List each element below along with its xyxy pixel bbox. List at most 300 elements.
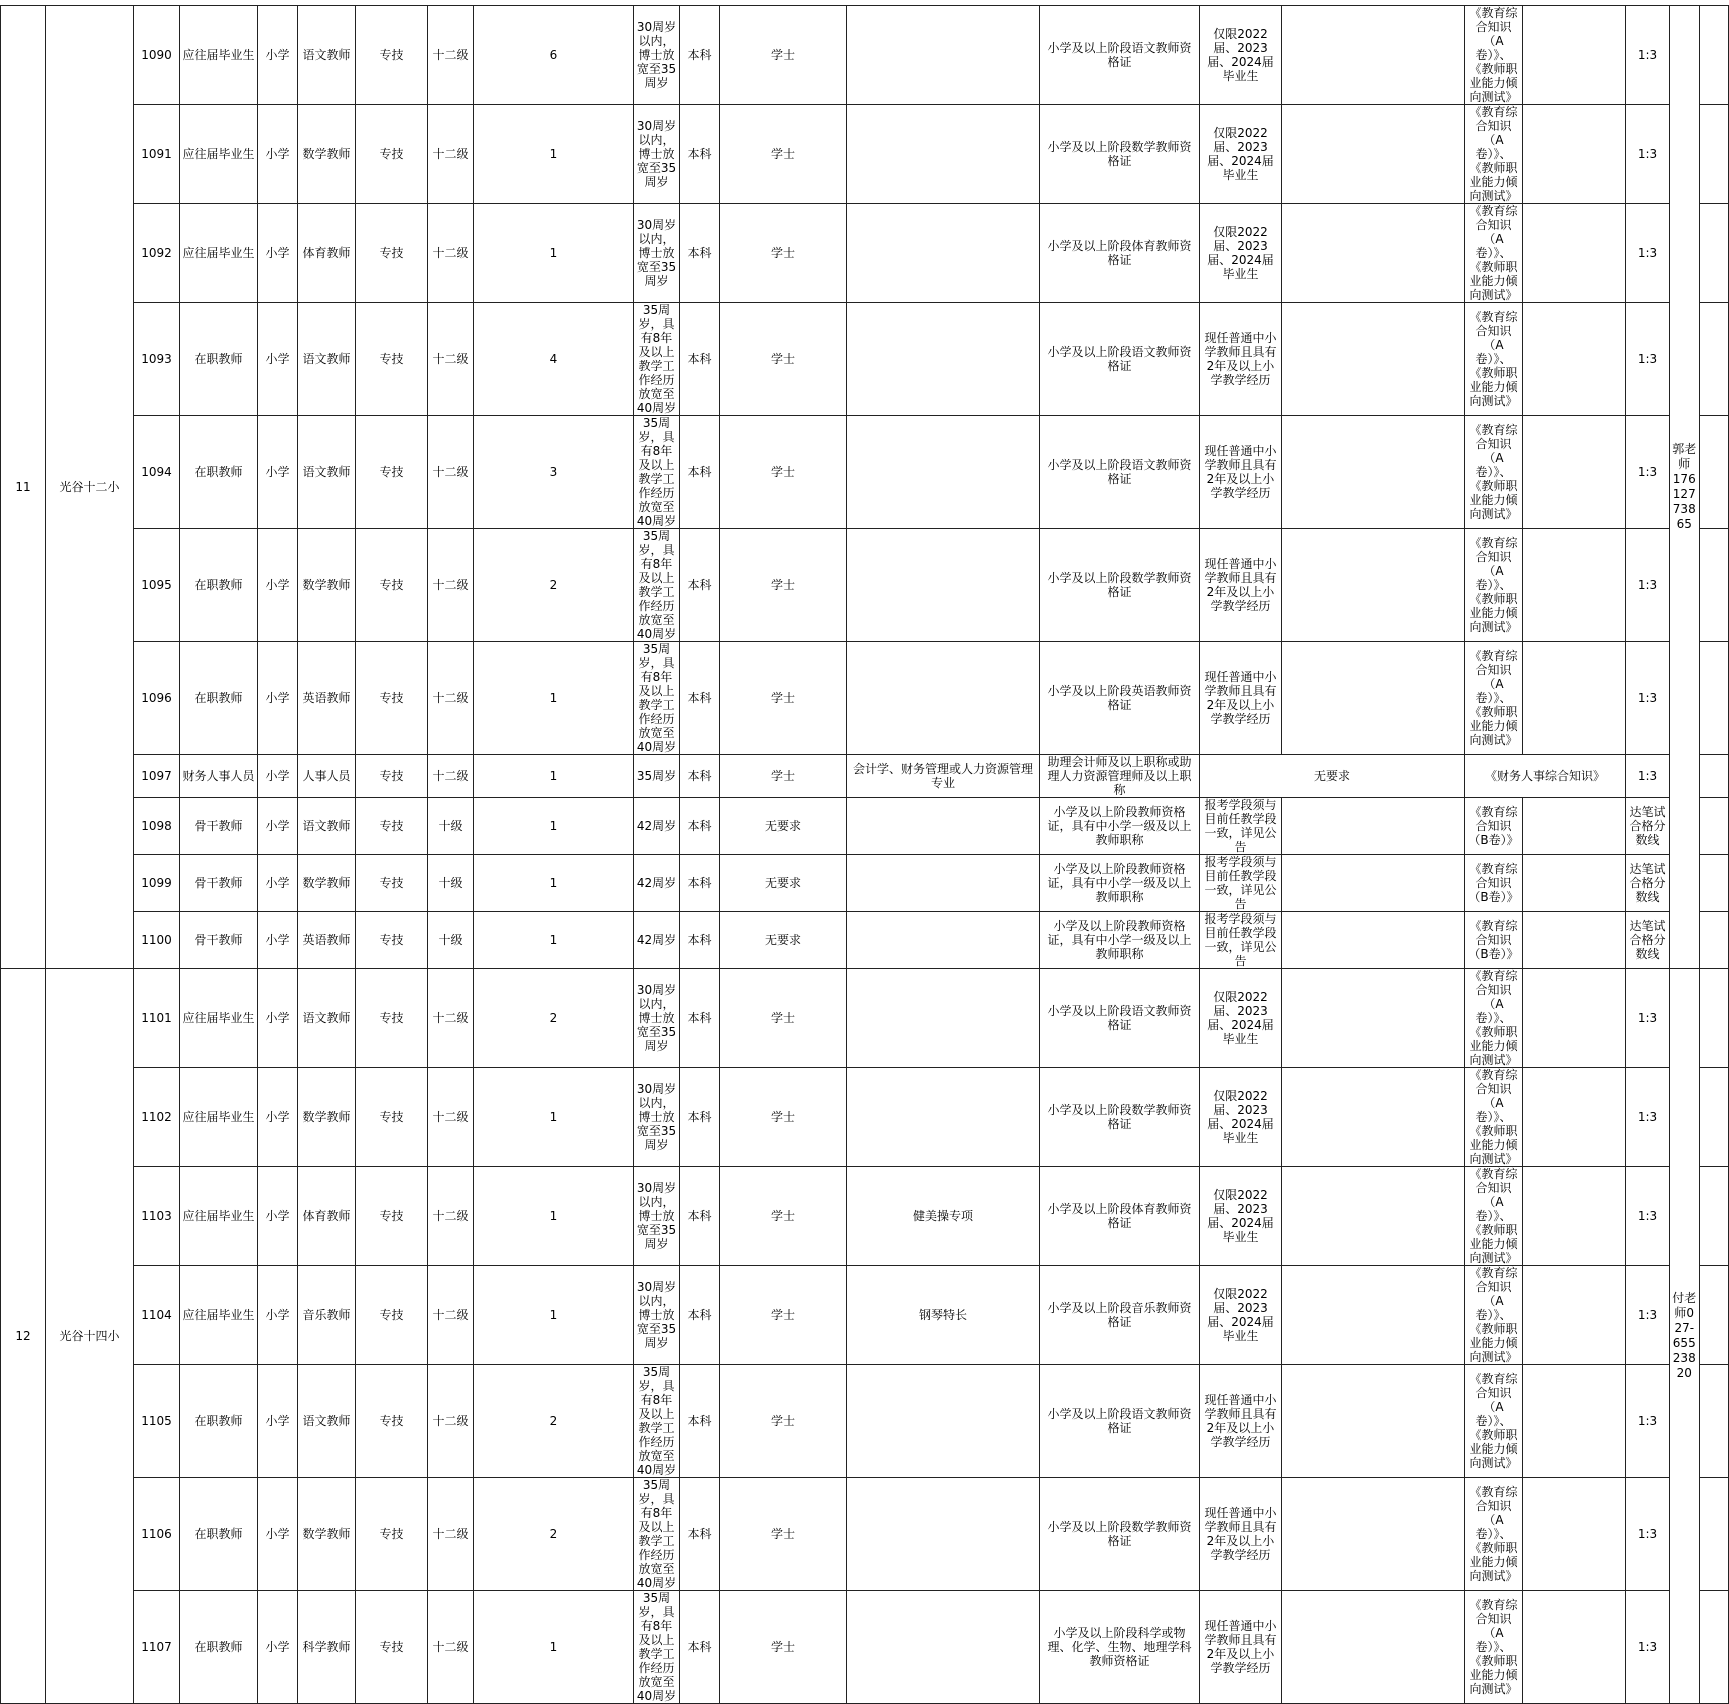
post-name-cell: 语文教师 (298, 969, 356, 1068)
post-code-cell: 1094 (134, 416, 180, 529)
blank-cell (1282, 1167, 1465, 1266)
certificate-cell: 小学及以上阶段音乐教师资格证 (1040, 1266, 1200, 1365)
blank-cell (1523, 529, 1626, 642)
degree-cell: 学士 (720, 6, 847, 105)
headcount-cell: 3 (474, 416, 634, 529)
headcount-cell: 1 (474, 204, 634, 303)
blank-cell (1282, 642, 1465, 755)
school-level-cell: 小学 (258, 303, 298, 416)
post-name-cell: 数学教师 (298, 529, 356, 642)
education-cell: 本科 (680, 1068, 720, 1167)
post-code-cell: 1095 (134, 529, 180, 642)
blank-cell (1282, 529, 1465, 642)
right-edge-cell (1699, 529, 1729, 642)
table-row (1, 1167, 1729, 1266)
post-category-cell: 专技 (356, 798, 428, 855)
major-cell: 健美操专项 (847, 1167, 1040, 1266)
degree-cell: 学士 (720, 1068, 847, 1167)
degree-cell: 无要求 (720, 798, 847, 855)
headcount-cell: 1 (474, 1266, 634, 1365)
education-cell: 本科 (680, 855, 720, 912)
table-row (1, 6, 1729, 105)
post-code-cell: 1103 (134, 1167, 180, 1266)
age-requirement-cell: 35周岁，具有8年及以上教学工作经历放宽至40周岁 (634, 303, 680, 416)
education-cell: 本科 (680, 303, 720, 416)
school-level-cell: 小学 (258, 912, 298, 969)
school-level-cell: 小学 (258, 1591, 298, 1704)
blank-cell (1282, 416, 1465, 529)
post-category-cell: 专技 (356, 912, 428, 969)
table-row (1, 1365, 1729, 1478)
headcount-cell: 1 (474, 1167, 634, 1266)
post-grade-cell: 十二级 (428, 1266, 474, 1365)
school-level-cell: 小学 (258, 969, 298, 1068)
post-category-cell: 专技 (356, 755, 428, 798)
post-grade-cell: 十二级 (428, 1478, 474, 1591)
blank-cell (1282, 912, 1465, 969)
post-category-cell: 专技 (356, 1068, 428, 1167)
other-requirement-cell: 现任普通中小学教师且具有2年及以上小学教学经历 (1200, 1591, 1282, 1704)
age-requirement-cell: 30周岁以内，博士放宽至35周岁 (634, 204, 680, 303)
major-cell (847, 855, 1040, 912)
degree-cell: 学士 (720, 1167, 847, 1266)
headcount-cell: 2 (474, 529, 634, 642)
education-cell: 本科 (680, 755, 720, 798)
blank-cell (1282, 798, 1465, 855)
interview-ratio-cell: 1:3 (1626, 1266, 1670, 1365)
right-edge-cell (1699, 303, 1729, 416)
applicant-type-cell: 应往届毕业生 (180, 1266, 258, 1365)
other-requirement-cell: 现任普通中小学教师且具有2年及以上小学教学经历 (1200, 1365, 1282, 1478)
applicant-type-cell: 财务人事人员 (180, 755, 258, 798)
post-code-cell: 1097 (134, 755, 180, 798)
interview-ratio-cell: 1:3 (1626, 1068, 1670, 1167)
headcount-cell: 1 (474, 755, 634, 798)
post-code-cell: 1098 (134, 798, 180, 855)
exam-subject-cell: 《教育综合知识（A卷）》、《教师职业能力倾向测试》 (1465, 416, 1523, 529)
school-name-cell: 光谷十四小 (46, 969, 134, 1704)
post-name-cell: 数学教师 (298, 855, 356, 912)
degree-cell: 无要求 (720, 855, 847, 912)
other-requirement-cell: 报考学段须与目前任教学段一致，详见公告 (1200, 798, 1282, 855)
degree-cell: 学士 (720, 1266, 847, 1365)
headcount-cell: 2 (474, 969, 634, 1068)
contact-cell: 郭老师 17612773865 (1670, 6, 1700, 969)
post-category-cell: 专技 (356, 529, 428, 642)
degree-cell: 学士 (720, 1591, 847, 1704)
post-code-cell: 1101 (134, 969, 180, 1068)
applicant-type-cell: 应往届毕业生 (180, 1068, 258, 1167)
certificate-cell: 小学及以上阶段数学教师资格证 (1040, 529, 1200, 642)
other-requirement-cell: 仅限2022届、2023届、2024届毕业生 (1200, 1068, 1282, 1167)
blank-cell (1523, 1365, 1626, 1478)
table-row (1, 303, 1729, 416)
table-row (1, 1068, 1729, 1167)
right-edge-cell (1699, 1068, 1729, 1167)
post-code-cell: 1092 (134, 204, 180, 303)
interview-ratio-cell: 1:3 (1626, 1591, 1670, 1704)
post-grade-cell: 十二级 (428, 1591, 474, 1704)
blank-cell (1523, 969, 1626, 1068)
applicant-type-cell: 应往届毕业生 (180, 1167, 258, 1266)
age-requirement-cell: 30周岁以内，博士放宽至35周岁 (634, 6, 680, 105)
major-cell (847, 1591, 1040, 1704)
applicant-type-cell: 应往届毕业生 (180, 105, 258, 204)
applicant-type-cell: 应往届毕业生 (180, 6, 258, 105)
major-cell (847, 1068, 1040, 1167)
exam-subject-cell: 《财务人事综合知识》 (1465, 755, 1626, 798)
post-grade-cell: 十级 (428, 798, 474, 855)
right-edge-cell (1699, 1365, 1729, 1478)
headcount-cell: 1 (474, 105, 634, 204)
applicant-type-cell: 应往届毕业生 (180, 204, 258, 303)
blank-cell (1523, 1167, 1626, 1266)
interview-ratio-cell: 1:3 (1626, 204, 1670, 303)
blank-cell (1282, 969, 1465, 1068)
post-code-cell: 1107 (134, 1591, 180, 1704)
interview-ratio-cell: 1:3 (1626, 105, 1670, 204)
applicant-type-cell: 骨干教师 (180, 855, 258, 912)
table-row (1, 798, 1729, 855)
exam-subject-cell: 《教育综合知识（A卷）》、《教师职业能力倾向测试》 (1465, 529, 1523, 642)
right-edge-cell (1699, 642, 1729, 755)
blank-cell (1523, 303, 1626, 416)
post-name-cell: 音乐教师 (298, 1266, 356, 1365)
exam-subject-cell: 《教育综合知识（B卷）》 (1465, 798, 1523, 855)
blank-cell (1282, 1591, 1465, 1704)
post-code-cell: 1105 (134, 1365, 180, 1478)
age-requirement-cell: 35周岁，具有8年及以上教学工作经历放宽至40周岁 (634, 642, 680, 755)
exam-subject-cell: 《教育综合知识（A卷）》、《教师职业能力倾向测试》 (1465, 642, 1523, 755)
major-cell (847, 642, 1040, 755)
post-name-cell: 语文教师 (298, 303, 356, 416)
age-requirement-cell: 35周岁，具有8年及以上教学工作经历放宽至40周岁 (634, 1591, 680, 1704)
other-requirement-cell: 现任普通中小学教师且具有2年及以上小学教学经历 (1200, 529, 1282, 642)
education-cell: 本科 (680, 529, 720, 642)
post-grade-cell: 十二级 (428, 1068, 474, 1167)
group-seq-cell: 11 (1, 6, 46, 969)
applicant-type-cell: 在职教师 (180, 1478, 258, 1591)
table-row (1, 755, 1729, 798)
post-name-cell: 语文教师 (298, 6, 356, 105)
interview-ratio-cell: 1:3 (1626, 755, 1670, 798)
education-cell: 本科 (680, 1365, 720, 1478)
table-row (1, 1591, 1729, 1704)
blank-cell (1282, 204, 1465, 303)
applicant-type-cell: 骨干教师 (180, 912, 258, 969)
post-category-cell: 专技 (356, 303, 428, 416)
blank-cell (1523, 912, 1626, 969)
education-cell: 本科 (680, 969, 720, 1068)
blank-cell (1282, 303, 1465, 416)
blank-cell (1282, 1478, 1465, 1591)
applicant-type-cell: 在职教师 (180, 642, 258, 755)
applicant-type-cell: 在职教师 (180, 529, 258, 642)
degree-cell: 学士 (720, 303, 847, 416)
other-requirement-cell: 现任普通中小学教师且具有2年及以上小学教学经历 (1200, 303, 1282, 416)
education-cell: 本科 (680, 1167, 720, 1266)
headcount-cell: 2 (474, 1478, 634, 1591)
other-requirement-cell: 仅限2022届、2023届、2024届毕业生 (1200, 6, 1282, 105)
school-level-cell: 小学 (258, 1167, 298, 1266)
post-code-cell: 1096 (134, 642, 180, 755)
major-cell (847, 529, 1040, 642)
table-row (1, 855, 1729, 912)
school-level-cell: 小学 (258, 105, 298, 204)
exam-subject-cell: 《教育综合知识（A卷）》、《教师职业能力倾向测试》 (1465, 1068, 1523, 1167)
major-cell (847, 204, 1040, 303)
interview-ratio-cell: 1:3 (1626, 969, 1670, 1068)
table-row (1, 416, 1729, 529)
blank-cell (1523, 6, 1626, 105)
certificate-cell: 小学及以上阶段数学教师资格证 (1040, 1068, 1200, 1167)
degree-cell: 学士 (720, 105, 847, 204)
certificate-cell: 小学及以上阶段英语教师资格证 (1040, 642, 1200, 755)
right-edge-cell (1699, 755, 1729, 798)
post-name-cell: 科学教师 (298, 1591, 356, 1704)
post-code-cell: 1104 (134, 1266, 180, 1365)
education-cell: 本科 (680, 912, 720, 969)
exam-subject-cell: 《教育综合知识（A卷）》、《教师职业能力倾向测试》 (1465, 1478, 1523, 1591)
exam-subject-cell: 《教育综合知识（A卷）》、《教师职业能力倾向测试》 (1465, 1167, 1523, 1266)
applicant-type-cell: 在职教师 (180, 1591, 258, 1704)
applicant-type-cell: 在职教师 (180, 416, 258, 529)
education-cell: 本科 (680, 1266, 720, 1365)
degree-cell: 学士 (720, 969, 847, 1068)
certificate-cell: 小学及以上阶段语文教师资格证 (1040, 1365, 1200, 1478)
right-edge-cell (1699, 855, 1729, 912)
school-level-cell: 小学 (258, 204, 298, 303)
interview-ratio-cell: 1:3 (1626, 642, 1670, 755)
other-requirement-cell: 现任普通中小学教师且具有2年及以上小学教学经历 (1200, 416, 1282, 529)
post-grade-cell: 十二级 (428, 6, 474, 105)
post-category-cell: 专技 (356, 642, 428, 755)
blank-cell (1282, 6, 1465, 105)
degree-cell: 学士 (720, 642, 847, 755)
degree-cell: 学士 (720, 529, 847, 642)
post-category-cell: 专技 (356, 969, 428, 1068)
blank-cell (1523, 855, 1626, 912)
exam-subject-cell: 《教育综合知识（A卷）》、《教师职业能力倾向测试》 (1465, 1365, 1523, 1478)
certificate-cell: 小学及以上阶段语文教师资格证 (1040, 969, 1200, 1068)
post-name-cell: 数学教师 (298, 1068, 356, 1167)
right-edge-cell (1699, 912, 1729, 969)
blank-cell (1523, 416, 1626, 529)
other-requirement-cell: 现任普通中小学教师且具有2年及以上小学教学经历 (1200, 1478, 1282, 1591)
post-code-cell: 1102 (134, 1068, 180, 1167)
certificate-cell: 小学及以上阶段教师资格证，具有中小学一级及以上教师职称 (1040, 855, 1200, 912)
exam-subject-cell: 《教育综合知识（A卷）》、《教师职业能力倾向测试》 (1465, 204, 1523, 303)
post-category-cell: 专技 (356, 855, 428, 912)
headcount-cell: 1 (474, 1591, 634, 1704)
table-row (1, 969, 1729, 1068)
post-code-cell: 1099 (134, 855, 180, 912)
headcount-cell: 4 (474, 303, 634, 416)
certificate-cell: 小学及以上阶段数学教师资格证 (1040, 105, 1200, 204)
post-name-cell: 数学教师 (298, 105, 356, 204)
interview-ratio-cell: 1:3 (1626, 1478, 1670, 1591)
post-grade-cell: 十二级 (428, 416, 474, 529)
major-cell (847, 1365, 1040, 1478)
exam-subject-cell: 《教育综合知识（A卷）》、《教师职业能力倾向测试》 (1465, 303, 1523, 416)
interview-ratio-cell: 1:3 (1626, 6, 1670, 105)
degree-cell: 学士 (720, 1478, 847, 1591)
right-edge-cell (1699, 969, 1729, 1068)
exam-subject-cell: 《教育综合知识（B卷）》 (1465, 855, 1523, 912)
education-cell: 本科 (680, 416, 720, 529)
education-cell: 本科 (680, 1591, 720, 1704)
certificate-cell: 小学及以上阶段教师资格证，具有中小学一级及以上教师职称 (1040, 912, 1200, 969)
right-edge-cell (1699, 1167, 1729, 1266)
blank-cell (1523, 1478, 1626, 1591)
applicant-type-cell: 在职教师 (180, 1365, 258, 1478)
certificate-cell: 小学及以上阶段科学或物理、化学、生物、地理学科教师资格证 (1040, 1591, 1200, 1704)
age-requirement-cell: 30周岁以内，博士放宽至35周岁 (634, 105, 680, 204)
right-edge-cell (1699, 1591, 1729, 1704)
blank-cell (1523, 642, 1626, 755)
major-cell (847, 798, 1040, 855)
post-name-cell: 英语教师 (298, 912, 356, 969)
age-requirement-cell: 35周岁，具有8年及以上教学工作经历放宽至40周岁 (634, 1478, 680, 1591)
other-requirement-cell: 现任普通中小学教师且具有2年及以上小学教学经历 (1200, 642, 1282, 755)
blank-cell (1523, 105, 1626, 204)
age-requirement-cell: 35周岁，具有8年及以上教学工作经历放宽至40周岁 (634, 529, 680, 642)
major-cell (847, 416, 1040, 529)
right-edge-cell (1699, 6, 1729, 105)
post-category-cell: 专技 (356, 204, 428, 303)
post-grade-cell: 十二级 (428, 969, 474, 1068)
age-requirement-cell: 42周岁 (634, 912, 680, 969)
major-cell (847, 6, 1040, 105)
education-cell: 本科 (680, 1478, 720, 1591)
table-row (1, 1478, 1729, 1591)
exam-subject-cell: 《教育综合知识（A卷）》、《教师职业能力倾向测试》 (1465, 1591, 1523, 1704)
major-cell (847, 969, 1040, 1068)
applicant-type-cell: 在职教师 (180, 303, 258, 416)
applicant-type-cell: 应往届毕业生 (180, 969, 258, 1068)
other-requirement-cell: 仅限2022届、2023届、2024届毕业生 (1200, 969, 1282, 1068)
post-grade-cell: 十二级 (428, 204, 474, 303)
blank-cell (1523, 1591, 1626, 1704)
table-row (1, 912, 1729, 969)
interview-ratio-cell: 达笔试合格分数线 (1626, 912, 1670, 969)
post-name-cell: 体育教师 (298, 204, 356, 303)
post-grade-cell: 十二级 (428, 1365, 474, 1478)
post-category-cell: 专技 (356, 416, 428, 529)
interview-ratio-cell: 1:3 (1626, 1365, 1670, 1478)
major-cell (847, 303, 1040, 416)
major-cell (847, 105, 1040, 204)
post-category-cell: 专技 (356, 1365, 428, 1478)
headcount-cell: 1 (474, 912, 634, 969)
age-requirement-cell: 30周岁以内，博士放宽至35周岁 (634, 1167, 680, 1266)
certificate-cell: 小学及以上阶段数学教师资格证 (1040, 1478, 1200, 1591)
exam-subject-cell: 《教育综合知识（B卷）》 (1465, 912, 1523, 969)
table-row (1, 642, 1729, 755)
interview-ratio-cell: 达笔试合格分数线 (1626, 798, 1670, 855)
school-name-cell: 光谷十二小 (46, 6, 134, 969)
exam-subject-cell: 《教育综合知识（A卷）》、《教师职业能力倾向测试》 (1465, 969, 1523, 1068)
blank-cell (1282, 1068, 1465, 1167)
right-edge-cell (1699, 105, 1729, 204)
post-grade-cell: 十级 (428, 912, 474, 969)
blank-cell (1523, 798, 1626, 855)
headcount-cell: 1 (474, 642, 634, 755)
post-grade-cell: 十二级 (428, 755, 474, 798)
other-requirement-cell: 仅限2022届、2023届、2024届毕业生 (1200, 1167, 1282, 1266)
other-requirement-cell: 无要求 (1200, 755, 1465, 798)
certificate-cell: 小学及以上阶段教师资格证，具有中小学一级及以上教师职称 (1040, 798, 1200, 855)
age-requirement-cell: 35周岁，具有8年及以上教学工作经历放宽至40周岁 (634, 416, 680, 529)
exam-subject-cell: 《教育综合知识（A卷）》、《教师职业能力倾向测试》 (1465, 1266, 1523, 1365)
other-requirement-cell: 报考学段须与目前任教学段一致，详见公告 (1200, 855, 1282, 912)
applicant-type-cell: 骨干教师 (180, 798, 258, 855)
post-name-cell: 数学教师 (298, 1478, 356, 1591)
right-edge-cell (1699, 204, 1729, 303)
interview-ratio-cell: 达笔试合格分数线 (1626, 855, 1670, 912)
post-grade-cell: 十二级 (428, 105, 474, 204)
education-cell: 本科 (680, 642, 720, 755)
school-level-cell: 小学 (258, 1365, 298, 1478)
exam-subject-cell: 《教育综合知识（A卷）》、《教师职业能力倾向测试》 (1465, 105, 1523, 204)
age-requirement-cell: 42周岁 (634, 798, 680, 855)
degree-cell: 无要求 (720, 912, 847, 969)
other-requirement-cell: 仅限2022届、2023届、2024届毕业生 (1200, 1266, 1282, 1365)
headcount-cell: 1 (474, 855, 634, 912)
right-edge-cell (1699, 1266, 1729, 1365)
table-row (1, 1266, 1729, 1365)
exam-subject-cell: 《教育综合知识（A卷）》、《教师职业能力倾向测试》 (1465, 6, 1523, 105)
certificate-cell: 小学及以上阶段语文教师资格证 (1040, 416, 1200, 529)
post-name-cell: 人事人员 (298, 755, 356, 798)
right-edge-cell (1699, 416, 1729, 529)
school-level-cell: 小学 (258, 1068, 298, 1167)
blank-cell (1523, 204, 1626, 303)
post-code-cell: 1106 (134, 1478, 180, 1591)
interview-ratio-cell: 1:3 (1626, 303, 1670, 416)
school-level-cell: 小学 (258, 855, 298, 912)
school-level-cell: 小学 (258, 755, 298, 798)
right-edge-cell (1699, 798, 1729, 855)
post-grade-cell: 十二级 (428, 303, 474, 416)
blank-cell (1523, 1266, 1626, 1365)
post-code-cell: 1090 (134, 6, 180, 105)
school-level-cell: 小学 (258, 529, 298, 642)
interview-ratio-cell: 1:3 (1626, 1167, 1670, 1266)
interview-ratio-cell: 1:3 (1626, 529, 1670, 642)
interview-ratio-cell: 1:3 (1626, 416, 1670, 529)
certificate-cell: 小学及以上阶段语文教师资格证 (1040, 303, 1200, 416)
degree-cell: 学士 (720, 755, 847, 798)
age-requirement-cell: 35周岁，具有8年及以上教学工作经历放宽至40周岁 (634, 1365, 680, 1478)
blank-cell (1282, 855, 1465, 912)
post-code-cell: 1100 (134, 912, 180, 969)
headcount-cell: 1 (474, 1068, 634, 1167)
post-grade-cell: 十二级 (428, 1167, 474, 1266)
blank-cell (1523, 1068, 1626, 1167)
post-name-cell: 语文教师 (298, 798, 356, 855)
post-category-cell: 专技 (356, 1266, 428, 1365)
blank-cell (1282, 1266, 1465, 1365)
age-requirement-cell: 30周岁以内，博士放宽至35周岁 (634, 1068, 680, 1167)
age-requirement-cell: 42周岁 (634, 855, 680, 912)
certificate-cell: 助理会计师及以上职称或助理人力资源管理师及以上职称 (1040, 755, 1200, 798)
school-level-cell: 小学 (258, 798, 298, 855)
headcount-cell: 6 (474, 6, 634, 105)
major-cell: 会计学、财务管理或人力资源管理专业 (847, 755, 1040, 798)
contact-cell: 付老师027- 65523820 (1670, 969, 1700, 1704)
education-cell: 本科 (680, 204, 720, 303)
